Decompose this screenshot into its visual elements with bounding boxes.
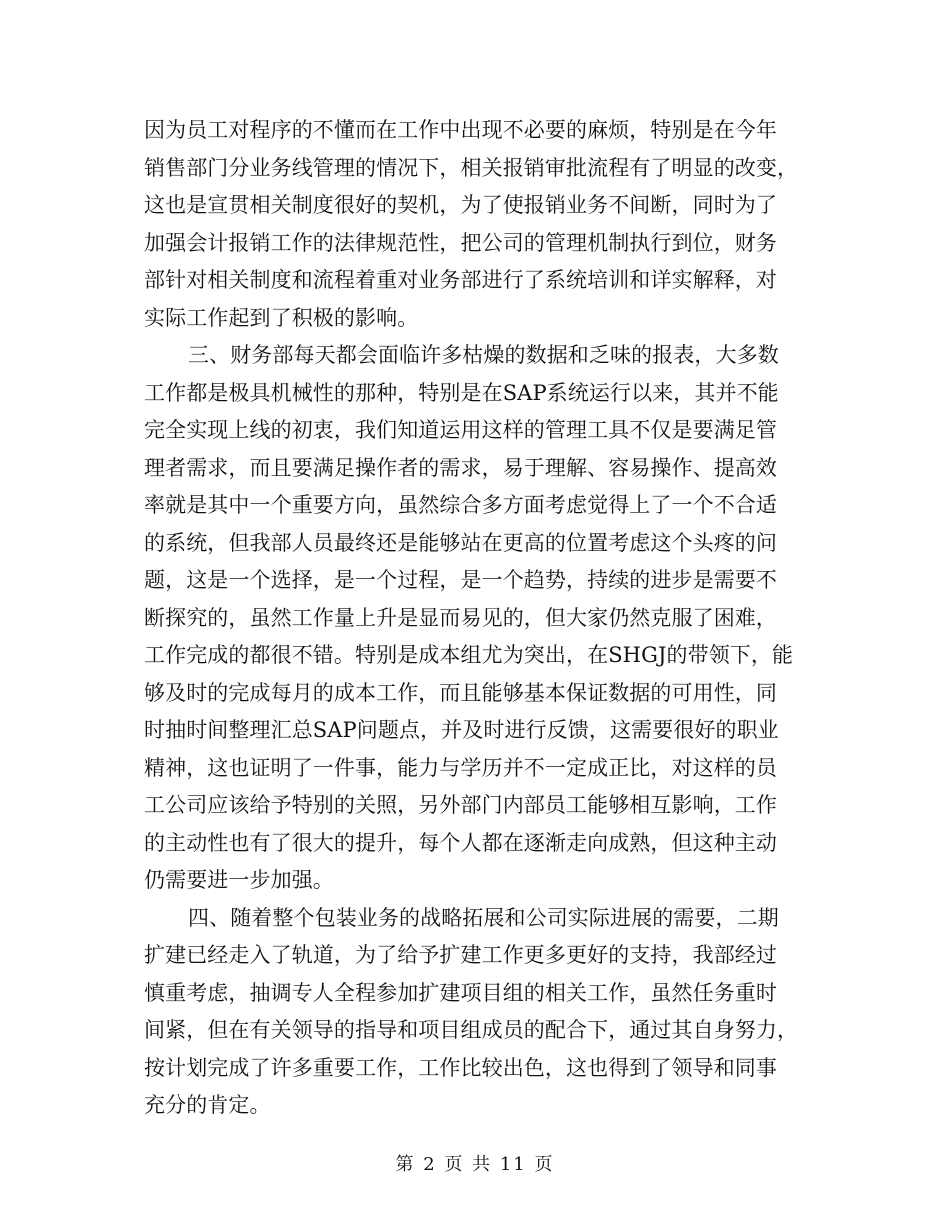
text-line: 精神，这也证明了一件事，能力与学历并不一定成正比，对这样的员 xyxy=(144,755,777,780)
text-line: 销售部门分业务线管理的情况下，相关报销审批流程有了明显的改变， xyxy=(144,155,799,180)
text-line: 因为员工对程序的不懂而在工作中出现不必要的麻烦，特别是在今年 xyxy=(144,118,777,142)
text-line: 断探究的，虽然工作量上升是显而易见的，但大家仍然克服了困难， xyxy=(144,605,777,630)
paragraph xyxy=(144,337,806,900)
text-line: 时抽时间整理汇总SAP问题点，并及时进行反馈，这需要很好的职业 xyxy=(144,718,779,742)
paragraph xyxy=(144,112,806,337)
text-line: 按计划完成了许多重要工作，工作比较出色，这也得到了领导和同事 xyxy=(144,1055,777,1080)
text-line: 率就是其中一个重要方向，虽然综合多方面考虑觉得上了一个不合适 xyxy=(144,493,777,517)
text-line: 充分的肯定。 xyxy=(144,1093,271,1117)
text-line: 完全实现上线的初衷，我们知道运用这样的管理工具不仅是要满足管 xyxy=(144,418,777,442)
text-line: 的系统，但我部人员最终还是能够站在更高的位置考虑这个头疼的问 xyxy=(144,530,777,555)
text-line: 这也是宣贯相关制度很好的契机，为了使报销业务不间断，同时为了 xyxy=(144,193,777,217)
page-number-footer: 第 2 页 共 11 页 xyxy=(395,1154,555,1175)
text-line: 间紧，但在有关领导的指导和项目组成员的配合下，通过其自身努力， xyxy=(144,1018,799,1042)
text-line: 实际工作起到了积极的影响。 xyxy=(144,305,419,330)
text-line: 工作完成的都很不错。特别是成本组尤为突出，在SHGJ的带领下，能 xyxy=(144,643,794,667)
document-body xyxy=(144,112,806,1125)
text-line: 扩建已经走入了轨道，为了给予扩建工作更多更好的支持，我部经过 xyxy=(144,943,777,967)
text-line: 慎重考虑，抽调专人全程参加扩建项目组的相关工作，虽然任务重时 xyxy=(144,980,777,1005)
paragraph xyxy=(144,900,806,1125)
text-line: 加强会计报销工作的法律规范性，把公司的管理机制执行到位，财务 xyxy=(144,230,777,255)
text-line: 理者需求，而且要满足操作者的需求，易于理解、容易操作、提高效 xyxy=(144,455,777,480)
text-line: 工作都是极具机械性的那种，特别是在SAP系统运行以来，其并不能 xyxy=(144,380,779,405)
text-line: 够及时的完成每月的成本工作，而且能够基本保证数据的可用性，同 xyxy=(144,680,777,705)
text-line: 的主动性也有了很大的提升，每个人都在逐渐走向成熟，但这种主动 xyxy=(144,830,777,855)
text-line: 三、财务部每天都会面临许多枯燥的数据和乏味的报表，大多数 xyxy=(188,343,779,367)
text-line: 部针对相关制度和流程着重对业务部进行了系统培训和详实解释，对 xyxy=(144,268,777,292)
text-line: 题，这是一个选择，是一个过程，是一个趋势，持续的进步是需要不 xyxy=(144,568,777,592)
text-line: 仍需要进一步加强。 xyxy=(144,868,334,892)
text-line: 工公司应该给予特别的关照，另外部门内部员工能够相互影响，工作 xyxy=(144,793,777,817)
text-line: 四、随着整个包装业务的战略拓展和公司实际进展的需要，二期 xyxy=(188,905,779,930)
